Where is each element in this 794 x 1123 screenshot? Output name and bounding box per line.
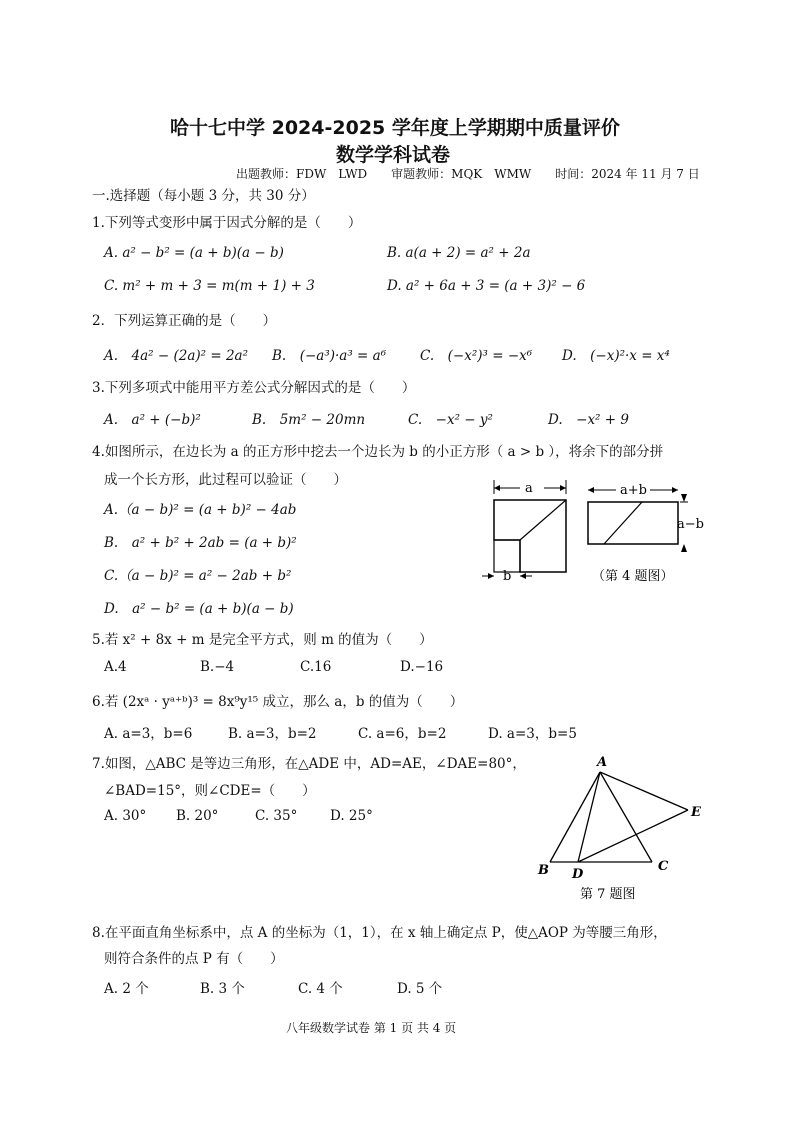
- fig7-label-c: C: [658, 859, 669, 874]
- fig4-b-arrowhead-right: [520, 573, 526, 579]
- question-7-option-c: C. 35°: [255, 808, 298, 824]
- question-7-option-a: A. 30°: [104, 808, 147, 824]
- fig4-arrowhead-a-right: [560, 485, 566, 491]
- page-title: 哈十七中学 2024-2025 学年度上学期期中质量评价: [170, 117, 620, 139]
- question-8-stem-line1: 8.在平面直角坐标系中，点 A 的坐标为（1，1），在 x 轴上确定点 P，使△AOP 为等腰三角形，: [92, 925, 667, 941]
- question-8-option-c: C. 4 个: [298, 981, 343, 997]
- question-1-option-b: B. a(a + 2) = a² + 2a: [387, 245, 531, 261]
- fig4-apb-arrowhead-right: [672, 487, 678, 493]
- question-5-option-a: A.4: [104, 659, 127, 675]
- fig4-label-a: a: [525, 481, 533, 496]
- fig4-caption: （第 4 题图）: [592, 569, 674, 584]
- question-4-option-c: C.（a − b)² = a² − 2ab + b²: [104, 568, 292, 584]
- question-6-stem: 6.若 (2xᵃ · yᵃ⁺ᵇ)³ = 8x⁹y¹⁵ 成立，那么 a，b 的值为（ ）: [92, 694, 464, 710]
- fig7-side-ad: [578, 772, 600, 862]
- question-1-option-c: C. m² + m + 3 = m(m + 1) + 3: [104, 278, 315, 294]
- question-7-figure: [530, 752, 710, 912]
- question-1-option-d: D. a² + 6a + 3 = (a + 3)² − 6: [387, 278, 586, 294]
- fig7-caption: 第 7 题图: [580, 887, 636, 902]
- question-6-option-a: A. a=3，b=6: [104, 726, 193, 742]
- fig4-apb-arrowhead-left: [588, 487, 594, 493]
- question-6-option-d: D. a=3，b=5: [488, 726, 577, 742]
- question-7-stem-line2: ∠BAD=15°，则∠CDE=（ ）: [104, 783, 316, 799]
- question-3-stem: 3.下列多项式中能用平方差公式分解因式的是（ ）: [92, 380, 416, 396]
- page-subtitle: 数学学科试卷: [336, 144, 451, 166]
- question-8-option-d: D. 5 个: [397, 981, 443, 997]
- fig4-amb-arrowhead-bottom: [681, 544, 687, 552]
- question-5-option-d: D.−16: [400, 659, 444, 675]
- question-3-option-a: A. a² + (−b)²: [104, 412, 201, 428]
- fig4-rectangle: [588, 502, 678, 544]
- fig4-cut-line: [520, 500, 566, 540]
- fig4-big-square: [494, 500, 566, 572]
- question-5-stem: 5.若 x² + 8x + m 是完全平方式，则 m 的值为（ ）: [92, 632, 433, 648]
- question-8-stem-line2: 则符合条件的点 P 有（ ）: [104, 951, 284, 967]
- question-7-option-d: D. 25°: [330, 808, 373, 824]
- exam-info: 出题教师：FDW LWD 审题教师：MQK WMW 时间：2024 年 11 月 7 日: [236, 167, 700, 181]
- question-3-option-b: B. 5m² − 20mn: [252, 412, 366, 428]
- question-6-option-c: C. a=6，b=2: [358, 726, 447, 742]
- question-2-option-c: C. (−x²)³ = −x⁶: [420, 348, 533, 364]
- question-4-figure: [470, 476, 704, 588]
- question-1-stem: 1.下列等式变形中属于因式分解的是（ ）: [92, 215, 362, 231]
- fig7-label-b: B: [538, 863, 549, 878]
- fig7-side-ab: [550, 772, 600, 862]
- fig4-rect-cut-line: [604, 502, 642, 544]
- question-5-option-c: C.16: [300, 659, 332, 675]
- question-5-option-b: B.−4: [200, 659, 235, 675]
- question-6-option-b: B. a=3，b=2: [228, 726, 317, 742]
- question-2-option-d: D. (−x)²·x = x⁴: [562, 348, 670, 364]
- question-4-option-b: B. a² + b² + 2ab = (a + b)²: [104, 535, 297, 551]
- page-footer: 八年级数学试卷 第 1 页 共 4 页: [286, 1021, 457, 1035]
- question-7-stem-line1: 7.如图，△ABC 是等边三角形，在△ADE 中，AD=AE，∠DAE=80°，: [92, 756, 526, 772]
- fig4-label-apb: a+b: [620, 483, 647, 498]
- question-2-stem: 2．下列运算正确的是（ ）: [92, 313, 277, 329]
- question-1-option-a: A. a² − b² = (a + b)(a − b): [104, 245, 284, 261]
- fig7-side-de: [578, 810, 688, 862]
- question-2-option-a: A. 4a² − (2a)² = 2a²: [104, 348, 249, 364]
- question-3-option-c: C. −x² − y²: [408, 412, 493, 428]
- fig4-arrowhead-a-left: [494, 485, 500, 491]
- question-8-option-b: B. 3 个: [200, 981, 245, 997]
- fig7-label-a: A: [597, 755, 608, 770]
- fig7-label-e: E: [691, 805, 701, 820]
- fig7-side-ae: [600, 772, 688, 810]
- fig7-label-d: D: [572, 867, 584, 882]
- question-4-stem-line1: 4.如图所示，在边长为 a 的正方形中挖去一个边长为 b 的小正方形（ a > b ），将余下的部分拼: [92, 444, 664, 460]
- fig4-label-amb: a−b: [677, 517, 704, 532]
- question-3-option-d: D. −x² + 9: [548, 412, 629, 428]
- question-4-option-a: A.（a − b)² = (a + b)² − 4ab: [104, 502, 297, 518]
- fig4-b-arrowhead-left: [488, 573, 494, 579]
- question-7-option-b: B. 20°: [176, 808, 219, 824]
- fig4-small-square: [494, 540, 520, 572]
- fig4-amb-arrowhead-top: [681, 494, 687, 502]
- question-2-option-b: B. (−a³)·a³ = a⁶: [272, 348, 387, 364]
- fig4-label-b: b: [503, 569, 512, 584]
- question-4-stem-line2: 成一个长方形，此过程可以验证（ ）: [104, 472, 347, 488]
- section-title: 一.选择题（每小题 3 分，共 30 分）: [92, 188, 315, 204]
- question-4-option-d: D. a² − b² = (a + b)(a − b): [104, 601, 294, 617]
- question-8-option-a: A. 2 个: [104, 981, 149, 997]
